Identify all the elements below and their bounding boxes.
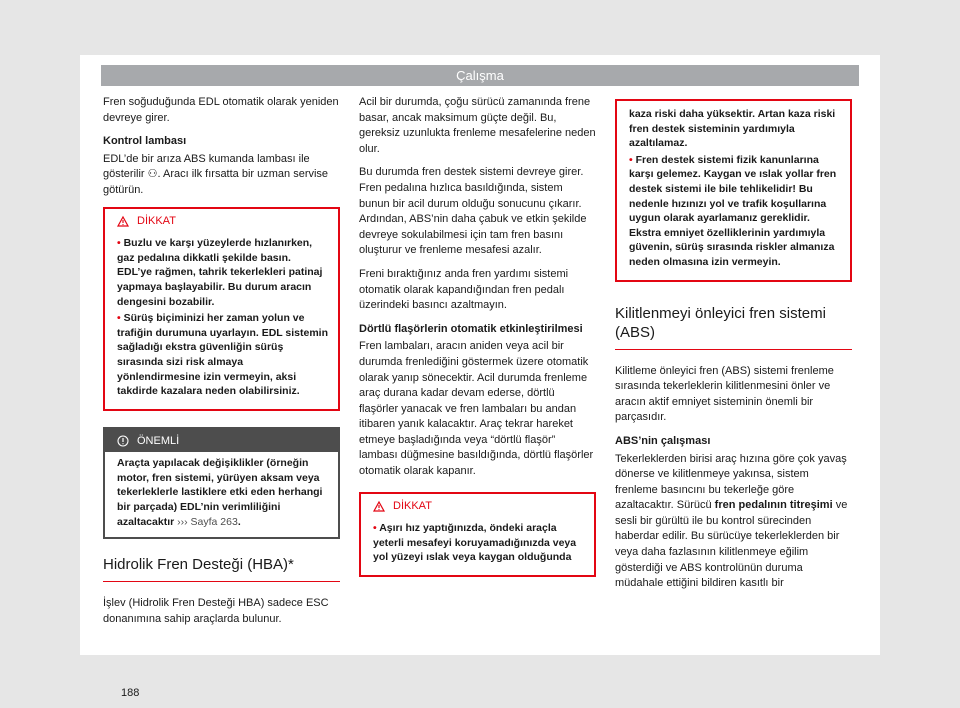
paragraph: Fren lambaları, aracın aniden veya acil bir durumda frenlediğini göstermek üzere otomatik olarak yanıp sönecektir. Acil durumda frenleme araç durana kadar devam ederse, dörtlü flaşörler yanacak ve fren lambaları bu andan itibaren yanık kalacaktır. Araç tekrar hareket etmeye başladığında veya “dörtlü flaşör” lambası düğmesine basıldığında, dörtlü flaşörler otomatik olarak kapanır. [359, 340, 594, 478]
bullet-icon: • [373, 522, 380, 535]
paragraph: Freni bıraktığınız anda fren yardımı sistemi otomatik olarak kapandığından fren pedalı üzerindeki basıncı azaltmayın. [359, 267, 569, 312]
warning-item: • Aşırı hız yaptığınızda, öndeki araçla yeterli mesafeyi koruyamadığınızda veya yol yüzeyi ıslak veya kaygan olduğunda [373, 522, 577, 564]
paragraph: Fren soğuduğunda EDL otomatik olarak yeniden devreye girer. [103, 96, 339, 124]
warning-text: kaza riski daha yüksektir. Artan kaza riski fren destek sisteminin yardımıyla azaltılamaz. [629, 108, 836, 150]
warning-box-header [361, 494, 594, 518]
warning-box-header [105, 209, 338, 233]
bullet-icon: • [117, 237, 124, 250]
page-reference-link[interactable]: ››› Sayfa 263 [177, 515, 238, 528]
subheading-flasor: Dörtlü flaşörlerin otomatik etkinleştirilmesi [359, 322, 583, 335]
warning-box-continued [615, 99, 852, 282]
warning-triangle-icon [373, 501, 385, 512]
warning-body [617, 101, 850, 280]
paragraph: Tekerleklerden birisi araç hızına göre çok yavaş dönerse ve kilitlenmeye yakınsa, sistem frenleme basıncını bu tekerleğe göre azaltacaktır. Sürücü fren pedalının titreşimi ve sesli bir gürültü ile bu kontrol sürecinden haberdar edilir. Bu sürücüye tekerleklerden bir veya daha fazlasının kilitlenmeye eğilim gösterdiği ve ABS kontrolünün duruma müdahale ettiğini bildiren kasıtlı bir [615, 452, 848, 590]
note-title: ÖNEMLİ [137, 434, 180, 447]
bullet-icon: • [629, 153, 636, 166]
paragraph: İşlev (Hidrolik Fren Desteği HBA) sadece ESC donanımına sahip araçlarda bulunur. [103, 597, 329, 625]
paragraph: Kilitleme önleyici fren (ABS) sistemi frenleme sırasında tekerleklerin kilitlenmesini önler ve aracın aktif emniyet sisteminin önemli bir parçasıdır. [615, 364, 834, 424]
section-header: Çalışma [101, 65, 859, 86]
column-right [615, 99, 852, 600]
column-middle [359, 95, 596, 593]
paragraph: Acil bir durumda, çoğu sürücü zamanında frene basar, ancak maksimum güçte değil. Bu, gereksiz uzunlukta frenleme mesafelerine neden olur. [359, 96, 596, 155]
subheading-kontrol: Kontrol lambası [103, 135, 187, 148]
warning-item: • Fren destek sistemi fizik kanunlarına karşı gelemez. Kaygan ve ıslak yollar fren destek sistemi ile bile tehlikelidir! Bu nedenle hızınızı yol ve trafik koşullarına uygun olarak ayarlamanız gereklidir. Ekstra emniyet özelliklerinin yardımıyla güvenin, sürüş sırasında riskler almanıza neden olmasına izin vermeyin. [629, 153, 837, 268]
section-title-abs: Kilitlenmeyi önleyici fren sistemi (ABS) [615, 304, 852, 350]
info-circle-icon [117, 435, 129, 447]
warning-item: • Sürüş biçiminizi her zaman yolun ve trafiğin durumuna uyarlayın. EDL sistemin sağladığı ekstra güvenliğin sürüş sırasında sizi risk almaya yönlendirmesine izin vermeyin, aksi takdirde kazalara neden olabilirsiniz. [117, 312, 329, 398]
warning-box [359, 492, 596, 577]
warning-box [103, 207, 340, 411]
warning-title: DİKKAT [137, 214, 176, 227]
page-number: 188 [121, 687, 140, 699]
warning-triangle-icon [117, 216, 129, 227]
note-box-header [105, 429, 338, 453]
note-body: Araçta yapılacak değişiklikler (örneğin motor, fren sistemi, yürüyen aksam veya tekerleklerle lastiklere etki eden herhangi bir parçada) EDL’nin verimliliğini azaltacaktır ››› Sayfa 263. [117, 457, 323, 528]
section-title-hba: Hidrolik Fren Desteği (HBA)* [103, 555, 340, 582]
column-left [103, 95, 340, 635]
warning-item: • Buzlu ve karşı yüzeylerde hızlanırken, gaz pedalına dikkatli şekilde basın. EDL’ye rağmen, tahrik tekerlekleri patinaj yapmaya başlayabilir. Bu durum aracın dengesini bozabilir. [117, 237, 323, 308]
paragraph: EDL’de bir arıza ABS kumanda lambası ile gösterilir ⚇. Aracı ilk fırsatta bir uzman servise götürün. [103, 152, 329, 196]
subheading-abs: ABS’nin çalışması [615, 434, 711, 447]
manual-page [80, 55, 880, 699]
bullet-icon: • [117, 312, 124, 325]
paragraph: Bu durumda fren destek sistemi devreye girer. Fren pedalına hızlıca basıldığında, sistem bunun bir acil durum olduğu sonucunu çıkarır. Ardından, ABS’nin daha çabuk ve etkin şekilde devreye sokulabilmesi için tam fren basını oluşturur ve frenleme mesafesi azalır. [359, 166, 587, 257]
warning-body [105, 232, 338, 409]
warning-title: DİKKAT [393, 499, 432, 512]
warning-body [361, 517, 594, 575]
note-box [103, 427, 340, 540]
